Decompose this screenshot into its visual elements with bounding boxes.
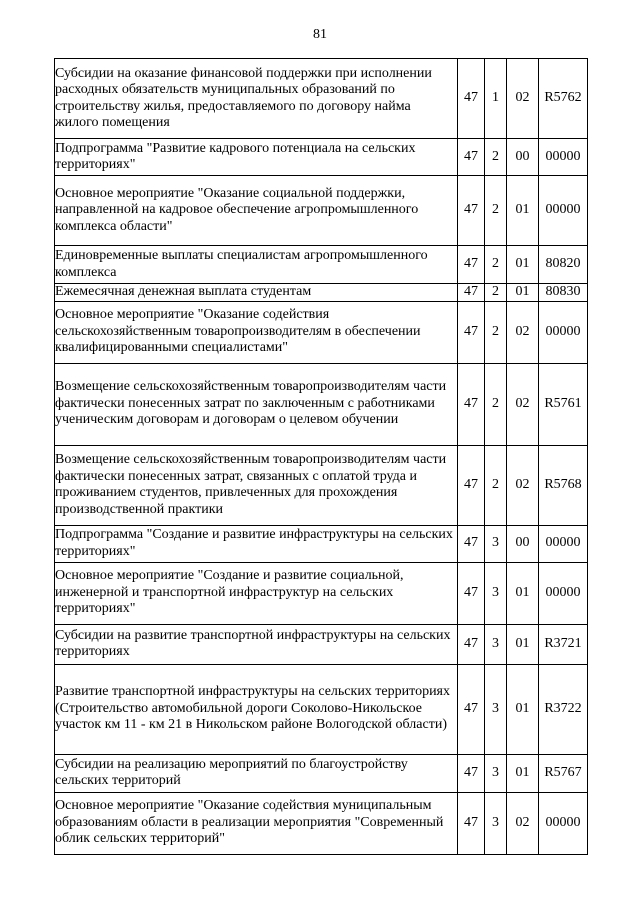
row-activity-cell: 01 [507, 176, 539, 246]
table-row [55, 525, 588, 562]
row-subprogram-cell: 2 [485, 284, 507, 302]
table-row [55, 363, 588, 445]
row-code-cell: 47 [458, 139, 485, 176]
row-code-cell: 47 [458, 792, 485, 854]
row-direction-cell: 00000 [539, 176, 588, 246]
row-direction-cell: R5761 [539, 363, 588, 445]
row-subprogram-cell: 3 [485, 664, 507, 754]
row-subprogram-cell: 2 [485, 176, 507, 246]
row-subprogram-cell: 3 [485, 754, 507, 792]
row-subprogram-cell: 2 [485, 363, 507, 445]
row-code-cell: 47 [458, 246, 485, 284]
table-row [55, 246, 588, 284]
row-name-cell: Подпрограмма "Развитие кадрового потенциала на сельских территориях" [55, 139, 458, 176]
row-code-cell: 47 [458, 59, 485, 139]
row-name-cell: Основное мероприятие "Оказание содействия муниципальным образованиям области в реализации мероприятия "Современный облик сельских территорий" [55, 792, 458, 854]
row-name-cell: Субсидии на оказание финансовой поддержки при исполнении расходных обязательств муниципальных образований по строительству жилья, предоставляемого по договору найма жилого помещения [55, 59, 458, 139]
table-row [55, 176, 588, 246]
row-name-cell: Основное мероприятие "Создание и развитие социальной, инженерной и транспортной инфраструктур на сельских территориях" [55, 562, 458, 624]
row-activity-cell: 02 [507, 363, 539, 445]
table-row [55, 445, 588, 525]
row-name-cell: Основное мероприятие "Оказание социальной поддержки, направленной на кадровое обеспечение агропромышленного комплекса области" [55, 176, 458, 246]
table-row [55, 562, 588, 624]
row-subprogram-cell: 2 [485, 139, 507, 176]
row-direction-cell: 00000 [539, 301, 588, 363]
row-code-cell: 47 [458, 754, 485, 792]
row-name-cell: Субсидии на реализацию мероприятий по благоустройству сельских территорий [55, 754, 458, 792]
row-activity-cell: 02 [507, 59, 539, 139]
row-direction-cell: 80820 [539, 246, 588, 284]
row-name-cell: Ежемесячная денежная выплата студентам [55, 284, 458, 302]
row-code-cell: 47 [458, 562, 485, 624]
row-direction-cell: R5762 [539, 59, 588, 139]
row-code-cell: 47 [458, 664, 485, 754]
row-direction-cell: 00000 [539, 139, 588, 176]
row-name-cell: Субсидии на развитие транспортной инфраструктуры на сельских территориях [55, 624, 458, 664]
table-row [55, 139, 588, 176]
row-name-cell: Развитие транспортной инфраструктуры на сельских территориях (Строительство автомобильной дороги Соколово-Никольское участок км 11 - км 21 в Никольском районе Вологодской области) [55, 664, 458, 754]
row-activity-cell: 01 [507, 562, 539, 624]
page-number: 81 [313, 27, 327, 42]
row-activity-cell: 00 [507, 139, 539, 176]
row-direction-cell: 00000 [539, 525, 588, 562]
row-code-cell: 47 [458, 525, 485, 562]
row-direction-cell: R3722 [539, 664, 588, 754]
row-subprogram-cell: 3 [485, 792, 507, 854]
row-activity-cell: 01 [507, 754, 539, 792]
table-row [55, 59, 588, 139]
row-subprogram-cell: 3 [485, 525, 507, 562]
table-row [55, 284, 588, 302]
row-subprogram-cell: 2 [485, 445, 507, 525]
row-subprogram-cell: 1 [485, 59, 507, 139]
row-subprogram-cell: 3 [485, 624, 507, 664]
row-code-cell: 47 [458, 301, 485, 363]
table-row [55, 754, 588, 792]
row-name-cell: Возмещение сельскохозяйственным товаропроизводителям части фактически понесенных затрат, связанных с оплатой труда и проживанием студентов, привлеченных для прохождения производственной практики [55, 445, 458, 525]
row-activity-cell: 01 [507, 664, 539, 754]
row-activity-cell: 01 [507, 246, 539, 284]
row-code-cell: 47 [458, 284, 485, 302]
table-row [55, 301, 588, 363]
row-code-cell: 47 [458, 363, 485, 445]
row-code-cell: 47 [458, 445, 485, 525]
row-subprogram-cell: 3 [485, 562, 507, 624]
budget-table [54, 58, 588, 855]
table-row [55, 624, 588, 664]
row-code-cell: 47 [458, 624, 485, 664]
row-direction-cell: R5768 [539, 445, 588, 525]
row-name-cell: Единовременные выплаты специалистам агропромышленного комплекса [55, 246, 458, 284]
row-activity-cell: 01 [507, 284, 539, 302]
row-activity-cell: 02 [507, 792, 539, 854]
row-direction-cell: 80830 [539, 284, 588, 302]
row-direction-cell: 00000 [539, 562, 588, 624]
row-name-cell: Подпрограмма "Создание и развитие инфраструктуры на сельских территориях" [55, 525, 458, 562]
row-activity-cell: 00 [507, 525, 539, 562]
row-activity-cell: 02 [507, 301, 539, 363]
row-subprogram-cell: 2 [485, 246, 507, 284]
row-name-cell: Возмещение сельскохозяйственным товаропроизводителям части фактически понесенных затрат по заключенным с работниками ученическим договорам и договорам о целевом обучении [55, 363, 458, 445]
table-row [55, 664, 588, 754]
row-code-cell: 47 [458, 176, 485, 246]
row-direction-cell: 00000 [539, 792, 588, 854]
row-subprogram-cell: 2 [485, 301, 507, 363]
row-direction-cell: R3721 [539, 624, 588, 664]
row-activity-cell: 01 [507, 624, 539, 664]
row-activity-cell: 02 [507, 445, 539, 525]
table-row [55, 792, 588, 854]
row-direction-cell: R5767 [539, 754, 588, 792]
budget-table-body [55, 59, 588, 855]
row-name-cell: Основное мероприятие "Оказание содействия сельскохозяйственным товаропроизводителям в обеспечении квалифицированными специалистами" [55, 301, 458, 363]
